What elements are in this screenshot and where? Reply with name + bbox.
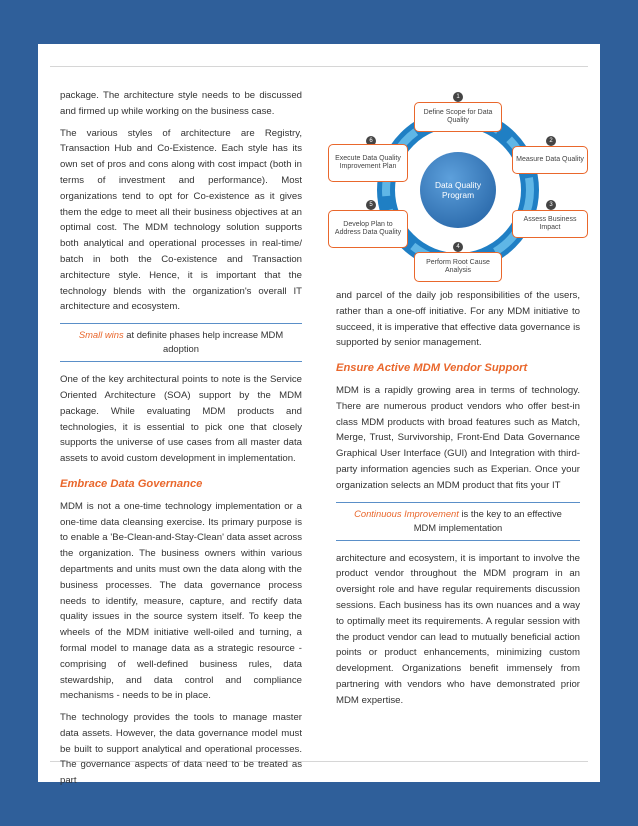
top-rule (50, 66, 588, 67)
right-paragraph-2: MDM is a rapidly growing area in terms of technology. There are numerous product vendors who offer best-in class MDM products with broad features such as Match, Merge, Trust, Survivorship, Front-End Data Governance Graphical User Interface (GUI) and Integration with third-party information agencies such as Experian. Once your organization selects an MDM product that fits your IT (336, 384, 580, 491)
pull-quote-highlight: Small wins (78, 329, 124, 341)
document-page (38, 44, 600, 787)
pull-quote-text: at definite phases help increase MDM adoption (123, 329, 284, 355)
diagram-center: Data Quality Program (420, 152, 496, 228)
pull-quote-highlight: Continuous Improvement (354, 507, 459, 519)
left-column (60, 88, 302, 795)
pull-quote-small-wins (60, 323, 302, 362)
step-number-4: 4 (453, 242, 463, 252)
step-number-2: 2 (546, 136, 556, 146)
right-paragraph-3: architecture and ecosystem, it is important to involve the product vendor throughout the MDM program in an oversight role and have regular requirements discussion sessions. Each business has its own nuances and a way to optimally meet its requirements. A regular session with the product vendor can lead to mutually beneficial action points or product enhancements, minimizing custom development. Organizations benefit immensely from partnering with vendors who have demonstrated prior MDM expertise. (336, 552, 580, 706)
box-develop-plan: Develop Plan to Address Data Quality (328, 210, 408, 248)
left-paragraph-5: The technology provides the tools to manage master data assets. However, the data governance model must be built to support analytical and operational processes. The governance aspects of data need to be treated as part (60, 712, 302, 787)
pull-quote-continuous-improvement (336, 502, 580, 541)
box-execute-plan: Execute Data Quality Improvement Plan (328, 144, 408, 182)
box-assess-business-impact: Assess Business Impact (512, 210, 588, 238)
left-paragraph-2: The various styles of architecture are Registry, Transaction Hub and Co-Existence. Each style has its own set of pros and cons along with cost impact (both in terms of investment and performance). Most organizations tend to opt for Co-existence as it gives them the edge to meet all their business objectives at an optimal cost. The MDM technology solution supports both analytical and operational processes in real-time/ batch in both the Co-existence and Transaction architecture style. Hence, it is important that the technology blends with the organization's overall IT architecture and ecosystem. (60, 127, 302, 313)
right-column (336, 288, 580, 715)
right-paragraph-1: and parcel of the daily job responsibilities of the users, rather than a one-off initiative. For any MDM initiative to succeed, it is imperative that effective data governance is supported by senior management. (336, 290, 580, 349)
step-number-1: 1 (453, 92, 463, 102)
heading-vendor-support: Ensure Active MDM Vendor Support (336, 362, 528, 375)
left-paragraph-3: One of the key architectural points to note is the Service Oriented Architecture (SOA) support by the MDM package. While evaluating MDM products and technologies, it is essential to pick one that closely supports the universe of use cases from all master data assets to avoid custom development in implementation. (60, 374, 302, 465)
heading-embrace-data-governance: Embrace Data Governance (60, 477, 203, 490)
box-define-scope: Define Scope for Data Quality (414, 102, 502, 132)
box-measure-data-quality: Measure Data Quality (512, 146, 588, 174)
step-number-6: 6 (366, 136, 376, 146)
step-number-3: 3 (546, 200, 556, 210)
left-paragraph-1: package. The architecture style needs to be discussed and firmed up while working on the business case. (60, 90, 302, 117)
left-paragraph-4: MDM is not a one-time technology implementation or a one-time data cleansing exercise. Its primary purpose is to enable a 'Be-Clean-and-Stay-Clean' data asset across the organization. The business owners within various departments and units must own the data along with the business processes. The data governance process needs to identify, measure, capture, and rectify data quality issues in the source system itself. To keep the wheels of the MDM initiative well-oiled and turning, a formal model to manage data as a strategic resource - comprising of well-defined business rules, data stewardship, and data control and compliance mechanisms - needs to be in place. (60, 500, 302, 702)
data-quality-cycle-diagram (334, 88, 584, 284)
pull-quote-text: is the key to an effective MDM implementation (413, 507, 562, 533)
step-number-5: 5 (366, 200, 376, 210)
box-root-cause-analysis: Perform Root Cause Analysis (414, 252, 502, 282)
